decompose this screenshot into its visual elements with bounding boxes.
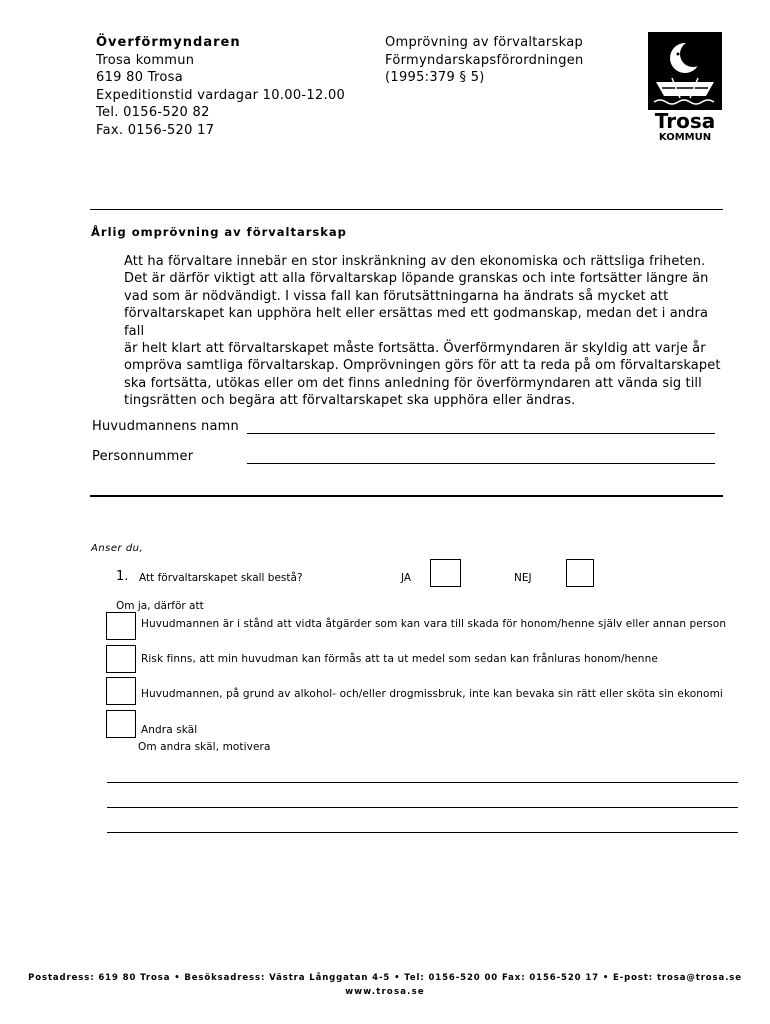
- motivate-label: Om andra skäl, motivera: [138, 741, 271, 753]
- trosa-kommun-logo: [648, 32, 722, 144]
- document-header: [385, 34, 584, 87]
- name-input-line[interactable]: [247, 433, 715, 434]
- no-checkbox[interactable]: [566, 559, 594, 587]
- intro-line: tingsrätten och begära att förvaltarskapet ska upphöra eller ändras.: [124, 393, 576, 409]
- footer-contact: Postadress: 619 80 Trosa • Besöksadress: Västra Långgatan 4-5 • Tel: 0156-520 00 Fax: 0156-520 17 • E-post: trosa@trosa.se: [28, 973, 742, 983]
- sender-hours: Expeditionstid vardagar 10.00-12.00: [96, 87, 346, 103]
- personnummer-input-line[interactable]: [247, 463, 715, 464]
- reason-label-abuse: Huvudmannen, på grund av alkohol- och/eller drogmissbruk, inte kan bevaka sin rätt eller sköta sin ekonomi: [141, 688, 723, 700]
- intro-line: är helt klart att förvaltarskapet måste fortsätta. Överförmyndaren är skyldig att varje år: [124, 341, 706, 357]
- question-text: Att förvaltarskapet skall bestå?: [139, 572, 303, 584]
- document-title: Omprövning av förvaltarskap: [385, 35, 584, 50]
- reason-checkbox-abuse[interactable]: [106, 677, 136, 705]
- yes-label: JA: [401, 572, 412, 584]
- intro-line: ska fortsätta, utökas eller om det finns anledning för överförmyndaren att vända sig till: [124, 375, 702, 391]
- sender-name: Överförmyndaren: [96, 35, 241, 50]
- intro-line: vad som är nödvändigt. I vissa fall kan förutsättningarna ha ändrats så mycket att: [124, 288, 669, 304]
- intro-paragraph: [124, 253, 724, 410]
- document-regulation: Förmyndarskapsförordningen: [385, 52, 584, 68]
- name-label: Huvudmannens namn: [92, 419, 239, 434]
- intro-line: Det är därför viktigt att alla förvaltarskap löpande granskas och inte fortsätter längre än: [124, 271, 709, 287]
- sender-municipality: Trosa kommun: [96, 52, 195, 68]
- reason-checkbox-other[interactable]: [106, 710, 136, 738]
- motivation-line-1[interactable]: [107, 782, 738, 783]
- trosa-logo-icon: [648, 32, 722, 144]
- sender-fax: Fax. 0156-520 17: [96, 122, 215, 138]
- motivation-line-3[interactable]: [107, 832, 738, 833]
- question-number: 1.: [116, 569, 129, 584]
- logo-sub: KOMMUN: [658, 132, 712, 143]
- reason-checkbox-fraud[interactable]: [106, 645, 136, 673]
- reason-label-other: Andra skäl: [141, 724, 198, 736]
- footer-website: www.trosa.se: [345, 987, 425, 997]
- reason-label-fraud: Risk finns, att min huvudman kan förmås att ta ut medel som sedan kan frånluras honom/henne: [141, 653, 658, 665]
- motivation-line-2[interactable]: [107, 807, 738, 808]
- question-intro: Anser du,: [91, 543, 144, 554]
- sender-postal: 619 80 Trosa: [96, 70, 184, 85]
- personnummer-label: Personnummer: [92, 449, 194, 464]
- section-title: Årlig omprövning av förvaltarskap: [91, 225, 347, 239]
- intro-line: ompröva samtliga förvaltarskap. Omprövningen görs för att ta reda på om förvaltarskapet: [124, 358, 721, 374]
- logo-name: Trosa: [654, 109, 716, 133]
- section-divider: [90, 495, 723, 497]
- reasons-intro: Om ja, därför att: [116, 600, 204, 612]
- no-label: NEJ: [514, 572, 532, 584]
- document-reference: (1995:379 § 5): [385, 70, 485, 85]
- sender-block: [96, 34, 345, 139]
- reason-label-harm: Huvudmannen är i stånd att vidta åtgärder som kan vara till skada för honom/henne själv eller annan person: [141, 618, 727, 630]
- intro-line: Att ha förvaltare innebär en stor inskränkning av den ekonomiska och rättsliga friheten.: [124, 254, 706, 269]
- sender-phone: Tel. 0156-520 82: [96, 105, 210, 120]
- yes-checkbox[interactable]: [430, 559, 461, 587]
- intro-line: förvaltarskapet kan upphöra helt eller ersättas med ett godmanskap, medan det i andra fall: [124, 306, 709, 339]
- header-divider: [90, 209, 723, 210]
- reason-checkbox-harm[interactable]: [106, 612, 136, 640]
